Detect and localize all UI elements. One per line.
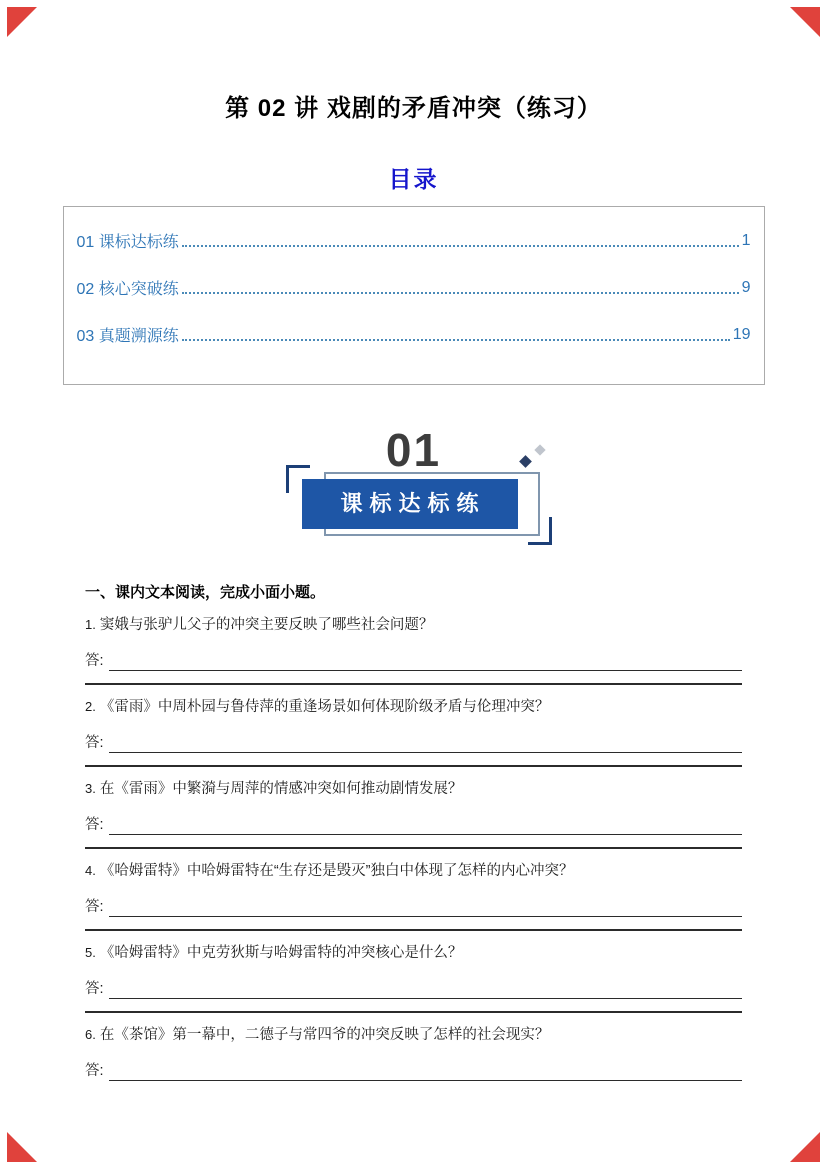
toc-leader-dots: [182, 245, 739, 247]
question-number: 6.: [85, 1027, 96, 1042]
section-banner-title: 课标达标练: [302, 479, 518, 529]
exercise-section: [85, 583, 742, 1081]
toc-item-label: 01 课标达标练: [76, 234, 179, 251]
answer-row: [85, 1061, 742, 1081]
question-body: 《雷雨》中周朴园与鲁侍萍的重逢场景如何体现阶级矛盾与伦理冲突？: [99, 699, 550, 715]
question-block: [85, 697, 742, 767]
answer-blank-line: [109, 981, 742, 999]
toc-item[interactable]: [77, 217, 751, 264]
answer-row: [85, 897, 742, 917]
question-number: 4.: [85, 863, 96, 878]
toc-item[interactable]: [77, 264, 751, 311]
answer-label: 答:: [85, 817, 104, 833]
answer-row: [85, 815, 742, 835]
answer-blank-line: [109, 653, 742, 671]
question-block: [85, 1025, 742, 1081]
question-text: [85, 861, 742, 881]
answer-blank-line: [109, 899, 742, 917]
corner-decoration-icon: [790, 7, 820, 37]
corner-decoration-icon: [7, 7, 37, 37]
answer-row: [85, 733, 742, 753]
answer-label: 答:: [85, 735, 104, 751]
question-block: [85, 779, 742, 849]
question-text: [85, 615, 742, 635]
answer-blank-line: [109, 1063, 742, 1081]
toc-item-label: 03 真题溯源练: [76, 328, 179, 345]
question-number: 2.: [85, 699, 96, 714]
toc-leader-dots: [182, 339, 730, 341]
toc-leader-dots: [182, 292, 739, 294]
question-block: [85, 861, 742, 931]
answer-label: 答:: [85, 653, 104, 669]
toc-title: 目录: [388, 166, 439, 192]
question-body: 在《茶馆》第一幕中，二德子与常四爷的冲突反映了怎样的社会现实？: [99, 1027, 550, 1043]
sparkle-diamond-icon: [534, 444, 545, 455]
question-body: 《哈姆雷特》中哈姆雷特在“生存还是毁灭”独白中体现了怎样的内心冲突？: [99, 863, 574, 879]
question-body: 《哈姆雷特》中克劳狄斯与哈姆雷特的冲突核心是什么？: [99, 945, 463, 961]
answer-blank-line-full: [85, 847, 742, 849]
question-number: 3.: [85, 781, 96, 796]
question-list: [85, 615, 742, 1081]
toc-item-page-number: 9: [741, 278, 751, 296]
page-title: 第 02 讲 戏剧的矛盾冲突（练习）: [225, 95, 602, 122]
toc-box: [63, 206, 765, 385]
answer-row: [85, 979, 742, 999]
question-text: [85, 943, 742, 963]
question-text: [85, 697, 742, 717]
answer-label: 答:: [85, 1063, 104, 1079]
question-number: 5.: [85, 945, 96, 960]
question-body: 在《雷雨》中繁漪与周萍的情感冲突如何推动剧情发展？: [99, 781, 463, 797]
question-body: 窦娥与张驴儿父子的冲突主要反映了哪些社会问题？: [99, 617, 434, 633]
answer-blank-line-full: [85, 765, 742, 767]
answer-label: 答:: [85, 899, 104, 915]
answer-label: 答:: [85, 981, 104, 997]
question-block: [85, 943, 742, 1013]
toc-item-page-number: 19: [732, 325, 751, 343]
corner-decoration-icon: [7, 1132, 37, 1162]
question-text: [85, 1025, 742, 1045]
answer-blank-line: [109, 817, 742, 835]
question-number: 1.: [85, 617, 96, 632]
toc-list: [77, 217, 751, 358]
section-01-header: [294, 424, 534, 535]
bracket-bottom-right-icon: [528, 517, 552, 545]
toc-item-label: 02 核心突破练: [76, 281, 179, 298]
question-block: [85, 615, 742, 685]
toc-item[interactable]: [77, 311, 751, 358]
section-banner-wrap: [294, 479, 534, 531]
answer-row: [85, 651, 742, 671]
exercise-heading: 一、课内文本阅读，完成小面小题。: [85, 584, 326, 601]
answer-blank-line-full: [85, 683, 742, 685]
section-number: 01: [385, 424, 442, 476]
toc-item-page-number: 1: [741, 231, 751, 249]
question-text: [85, 779, 742, 799]
answer-blank-line: [109, 735, 742, 753]
corner-decoration-icon: [790, 1132, 820, 1162]
answer-blank-line-full: [85, 929, 742, 931]
answer-blank-line-full: [85, 1011, 742, 1013]
